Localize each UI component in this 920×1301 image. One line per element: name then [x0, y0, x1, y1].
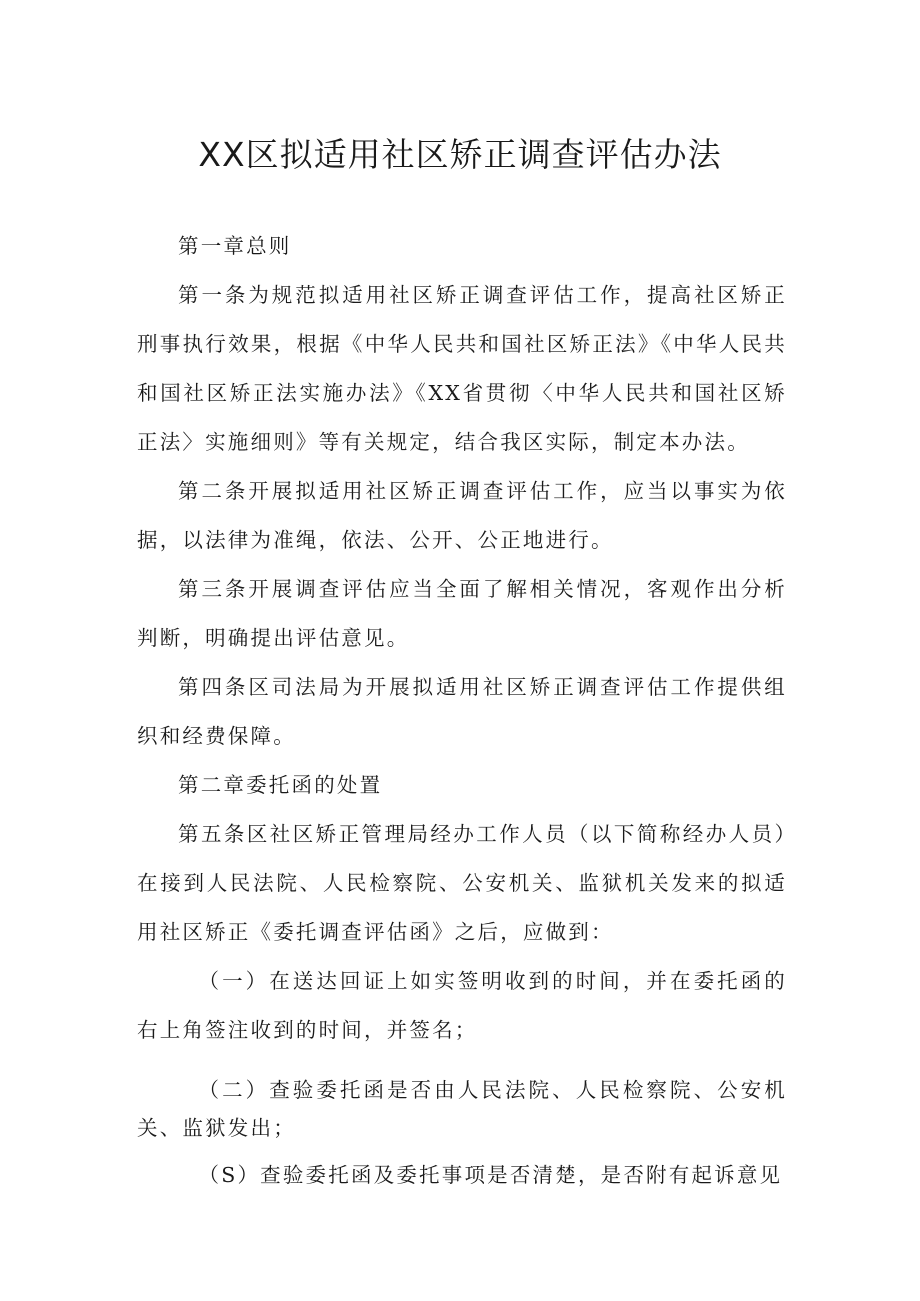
article-1: 第一条为规范拟适用社区矫正调查评估工作，提高社区矫正刑事执行效果，根据《中华人民共和国社区矫正法》《中华人民共和国社区矫正法实施办法》《XX省贯彻〈中华人民共和国社区矫正法〉实施细则》等有关规定，结合我区实际，制定本办法。	[137, 283, 787, 454]
list-item-1: （一）在送达回证上如实签明收到的时间，并在委托函的右上角签注收到的时间，并签名；	[137, 969, 787, 1042]
chapter-heading-2: 第二章委托函的处置	[178, 773, 383, 797]
article-3: 第三条开展调查评估应当全面了解相关情况，客观作出分析判断，明确提出评估意见。	[137, 577, 787, 650]
article-2: 第二条开展拟适用社区矫正调查评估工作，应当以事实为依据，以法律为准绳，依法、公开、公正地进行。	[137, 479, 787, 552]
document-body	[137, 222, 787, 1200]
list-item-2: （二）查验委托函是否由人民法院、人民检察院、公安机关、监狱发出；	[137, 1078, 787, 1140]
article-4: 第四条区司法局为开展拟适用社区矫正调查评估工作提供组织和经费保障。	[137, 675, 787, 748]
list-item-3: （S）查验委托函及委托事项是否清楚，是否附有起诉意见	[198, 1163, 783, 1187]
document-title: XX区拟适用社区矫正调查评估办法	[198, 135, 722, 174]
chapter-heading-1: 第一章总则	[178, 234, 292, 258]
article-5: 第五条区社区矫正管理局经办工作人员（以下简称经办人员）在接到人民法院、人民检察院、公安机关、监狱机关发来的拟适用社区矫正《委托调查评估函》之后，应做到：	[137, 822, 787, 944]
